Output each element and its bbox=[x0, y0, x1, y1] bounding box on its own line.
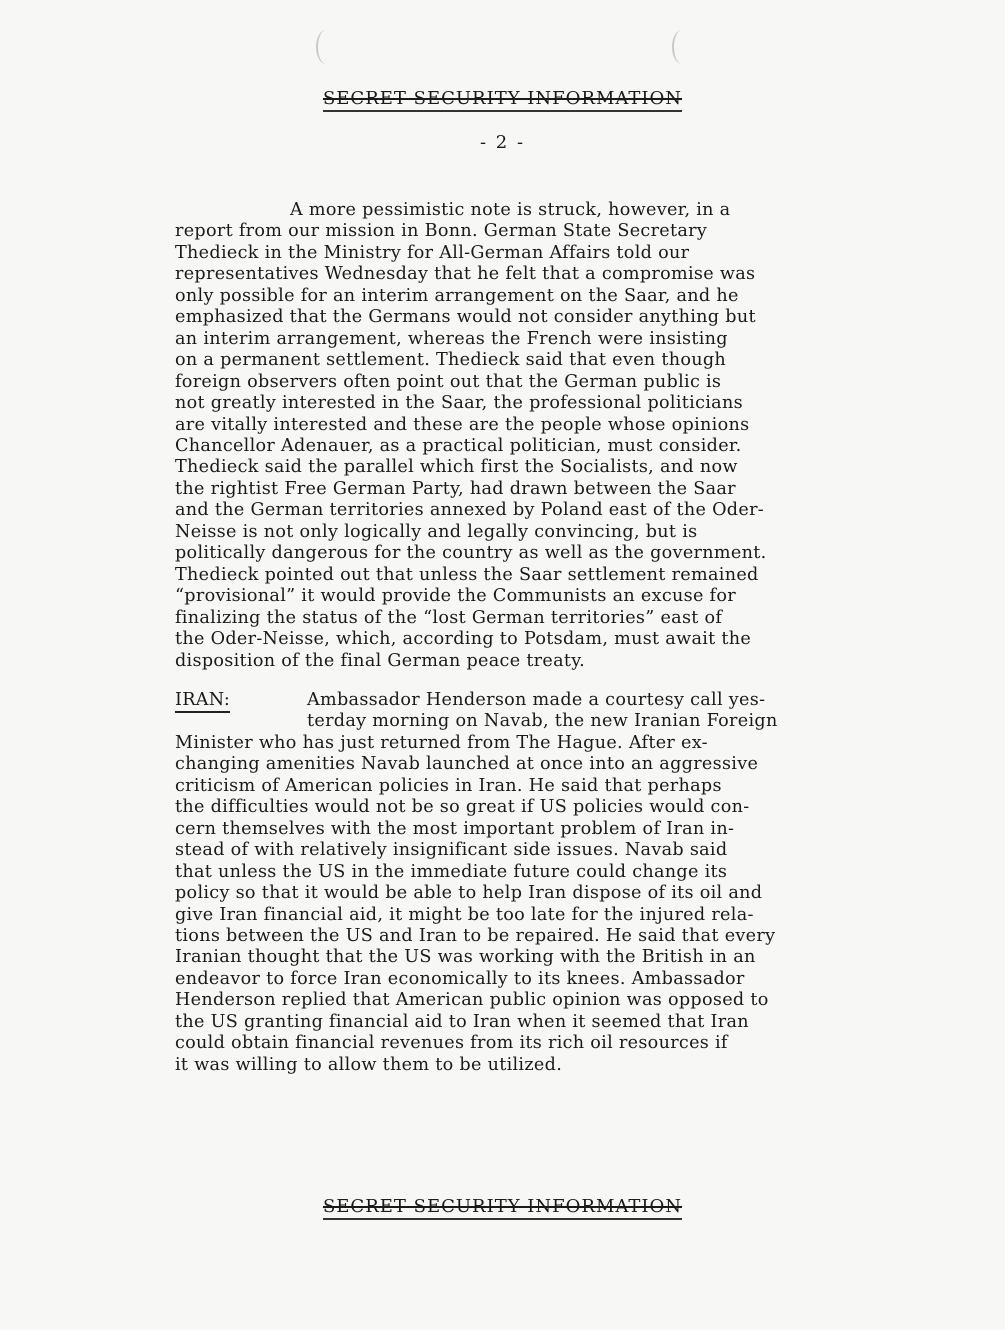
paragraph-line: changing amenities Navab launched at once into an aggressive bbox=[175, 754, 759, 775]
classification-footer-text: SECRET SECURITY INFORMATION bbox=[323, 1196, 682, 1220]
paragraph-line: foreign observers often point out that the German public is bbox=[175, 371, 722, 392]
paragraph-line: not greatly interested in the Saar, the professional politicians bbox=[175, 393, 743, 414]
paragraph-line: only possible for an interim arrangement on the Saar, and he bbox=[175, 285, 739, 306]
paragraph-line: on a permanent settlement. Thedieck said that even though bbox=[175, 350, 727, 371]
page-number: - 2 - bbox=[479, 132, 526, 153]
paragraph-line: Thedieck said the parallel which first the Socialists, and now bbox=[175, 457, 738, 478]
paragraph-line: Henderson replied that American public opinion was opposed to bbox=[175, 990, 769, 1011]
paragraph-line: are vitally interested and these are the people whose opinions bbox=[175, 414, 750, 435]
paragraph-line: an interim arrangement, whereas the French were insisting bbox=[175, 328, 728, 349]
paragraph-line: the Oder-Neisse, which, according to Potsdam, must await the bbox=[175, 629, 752, 650]
paragraph-line: it was willing to allow them to be utilized. bbox=[175, 1054, 563, 1075]
paragraph-line: that unless the US in the immediate future could change its bbox=[175, 861, 728, 882]
paragraph-line: Chancellor Adenauer, as a practical politician, must consider. bbox=[175, 435, 742, 456]
paragraph-line: Neisse is not only logically and legally convincing, but is bbox=[175, 521, 698, 542]
paragraph-line: finalizing the status of the “lost German territories” east of bbox=[175, 607, 723, 628]
paragraph-line: Minister who has just returned from The Hague. After ex- bbox=[175, 732, 708, 753]
punch-hole-left bbox=[316, 30, 336, 64]
paragraph-line: politically dangerous for the country as well as the government. bbox=[175, 543, 767, 564]
paragraph-line: terday morning on Navab, the new Iranian Foreign bbox=[307, 711, 778, 732]
paragraph-line: cern themselves with the most important problem of Iran in- bbox=[175, 818, 735, 839]
paragraph-line: representatives Wednesday that he felt that a compromise was bbox=[175, 264, 756, 285]
paragraph-line: disposition of the final German peace treaty. bbox=[175, 650, 586, 671]
paragraph-line: stead of with relatively insignificant side issues. Navab said bbox=[175, 840, 728, 861]
paragraph-line: give Iran financial aid, it might be too late for the injured rela- bbox=[175, 904, 754, 925]
paragraph-line: endeavor to force Iran economically to its knees. Ambassador bbox=[175, 968, 745, 989]
paragraph-line: criticism of American policies in Iran. He said that perhaps bbox=[175, 775, 722, 796]
paragraph-line: the difficulties would not be so great if US policies would con- bbox=[175, 797, 750, 818]
classification-footer bbox=[0, 1196, 1005, 1217]
paragraph-line: A more pessimistic note is struck, however, in a bbox=[290, 200, 731, 220]
iran-paragraph bbox=[175, 690, 778, 1076]
paragraph-line: emphasized that the Germans would not consider anything but bbox=[175, 307, 756, 328]
paragraph-line: policy so that it would be able to help Iran dispose of its oil and bbox=[175, 883, 763, 904]
paragraph-line: and the German territories annexed by Poland east of the Oder- bbox=[175, 500, 765, 521]
paragraph-line: the rightist Free German Party, had drawn between the Saar bbox=[175, 478, 736, 499]
classification-header-text: SECRET SECURITY INFORMATION bbox=[323, 88, 682, 112]
paragraph-line: the US granting financial aid to Iran when it seemed that Iran bbox=[175, 1011, 749, 1032]
saar-paragraph bbox=[175, 200, 766, 672]
punch-hole-right bbox=[672, 30, 692, 64]
paragraph-line: Ambassador Henderson made a courtesy call yes- bbox=[307, 690, 766, 710]
paragraph-line: tions between the US and Iran to be repaired. He said that every bbox=[175, 925, 776, 946]
paragraph-line: Iranian thought that the US was working with the British in an bbox=[175, 947, 756, 968]
classification-header bbox=[0, 88, 1005, 109]
paragraph-line: Thedieck in the Ministry for All-German Affairs told our bbox=[175, 242, 690, 263]
paragraph-line: Thedieck pointed out that unless the Saar settlement remained bbox=[175, 564, 759, 585]
paragraph-line: “provisional” it would provide the Communists an excuse for bbox=[175, 586, 736, 607]
paragraph-line: could obtain financial revenues from its rich oil resources if bbox=[175, 1033, 728, 1054]
iran-section-heading: IRAN: bbox=[175, 690, 230, 713]
paragraph-line: report from our mission in Bonn. German State Secretary bbox=[175, 221, 708, 242]
